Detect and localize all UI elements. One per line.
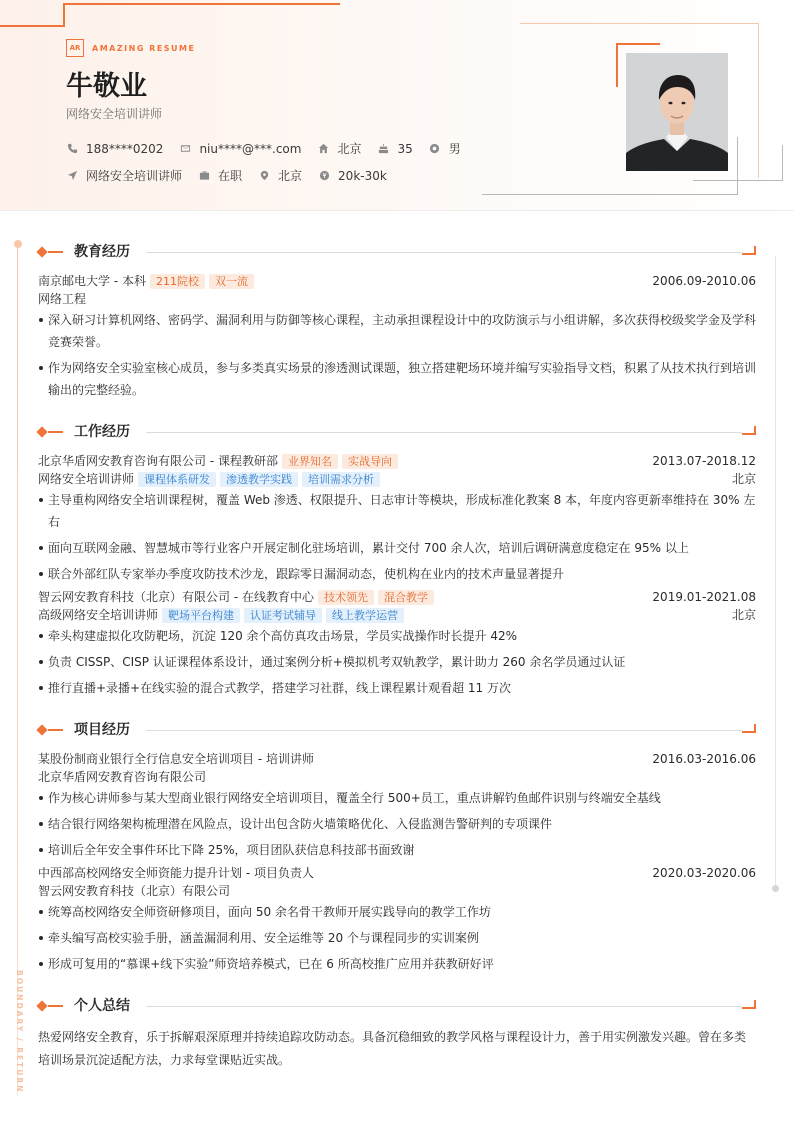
timeline-dot [14,240,22,248]
section-title: 项目经历 [74,722,130,738]
section-divider [146,432,742,433]
summary-text: 热爱网络安全教育，乐于拆解艰深原理并持续追踪攻防动态。具备沉稳细致的教学风格与课程设计力，善于用实例激发兴趣。曾在多类培训场景沉淀适配方法，力求每堂课贴近实战。 [38,1030,747,1067]
timeline-line [17,248,18,1096]
email-info: niu****@***.com [179,142,301,156]
header-accent-line [63,3,340,5]
list-item: 培训后全年安全事件环比下降 25%，项目团队获信息科技部书面致谢 [38,839,756,861]
project-name: 某股份制商业银行全行信息安全培训项目 - 培训讲师 [38,752,314,766]
briefcase-icon [198,170,210,182]
send-icon [66,170,78,182]
location-pin-icon [258,170,270,182]
school-name: 南京邮电大学 - 本科 [38,274,146,288]
skill-tag: 培训需求分析 [302,472,380,487]
section-heading-summary [36,996,756,1016]
list-item: 面向互联网金融、智慧城市等行业客户开展定制化驻场培训，累计交付 700 余人次，培训后调研满意度稳定在 95% 以上 [38,537,756,559]
list-item: 推行直播+录播+在线实验的混合式教学，搭建学习社群，线上课程累计观看超 11 万次 [38,677,756,699]
profile-photo [626,53,728,171]
mail-icon [179,143,191,155]
list-item: 负责 CISSP、CISP 认证课程体系设计，通过案例分析+模拟机考双轨教学，累计助力 260 余名学员通过认证 [38,651,756,673]
diamond-icon [36,426,47,437]
major-name: 网络工程 [38,292,87,306]
school-tag: 211院校 [150,274,205,289]
salary-info: 20k-30k [318,169,387,183]
job-position-row [38,607,756,624]
heading-dash [48,251,63,253]
skill-tag: 线上教学运营 [326,608,404,623]
company-name: 北京华盾网安教育咨询有限公司 - 课程教研部 [38,454,278,468]
corner-bracket-icon [742,724,756,733]
company-name: 智云网安教育科技（北京）有限公司 - 在线教育中心 [38,590,314,604]
skill-tag: 课程体系研发 [138,472,216,487]
decorative-side-line [775,256,776,888]
education-period: 2006.09-2010.06 [652,274,756,288]
list-item: 深入研习计算机网络、密码学、漏洞利用与防御等核心课程，主动承担课程设计中的攻防演示与小组讲解，多次获得校级奖学金及学科竞赛荣誉。 [38,309,756,353]
project-period: 2016.03-2016.06 [652,752,756,766]
brand [66,39,195,57]
contact-info-row [66,140,477,157]
skill-tag: 认证考试辅导 [244,608,322,623]
project-org: 智云网安教育科技（北京）有限公司 [38,884,231,898]
list-item: 主导重构网络安全培训课程树，覆盖 Web 渗透、权限提升、日志审计等模块，形成标准化教案 8 本，年度内容更新率维持在 30% 左右 [38,489,756,533]
company-tag: 实战导向 [342,454,398,469]
header-accent-line [0,25,64,27]
job-city: 北京 [731,472,756,486]
project-org-row [38,769,756,786]
diamond-icon [36,1000,47,1011]
brand-logo-icon: AR [66,39,84,57]
home-city-info: 北京 [317,140,361,157]
home-icon [317,143,329,155]
target-position-info: 网络安全培训讲师 [66,167,182,184]
cake-icon [377,143,389,155]
list-item: 统筹高校网络安全师资研修项目，面向 50 余名骨干教师开展实践导向的教学工作坊 [38,901,756,923]
header-accent-line [63,3,65,27]
vertical-watermark-text: BOUNDARY / RETURN [15,970,24,1094]
section-title: 教育经历 [74,244,130,260]
heading-dash [48,1005,63,1007]
job-header-row [38,453,756,470]
target-city-info: 北京 [258,167,302,184]
list-item: 形成可复用的“慕课+线下实验”师资培养模式，已在 6 所高校推广应用并获教研好评 [38,953,756,975]
job-intent-row [66,167,403,184]
company-tag: 技术领先 [318,590,374,605]
project-header-row [38,865,756,882]
coin-icon [318,170,330,182]
project-period: 2020.03-2020.06 [652,866,756,880]
diamond-icon [36,246,47,257]
job-position: 高级网络安全培训讲师 [38,608,159,622]
job-city: 北京 [731,608,756,622]
heading-dash [48,729,63,731]
job-position: 网络安全培训讲师 [38,472,135,486]
section-heading-education [36,242,756,262]
skill-tag: 靶场平台构建 [162,608,240,623]
project-name: 中西部高校网络安全师资能力提升计划 - 项目负责人 [38,866,314,880]
section-divider [146,1006,742,1007]
project-header-row [38,751,756,768]
job-header-row [38,589,756,606]
section-title: 个人总结 [74,998,130,1014]
corner-bracket-icon [742,1000,756,1009]
list-item: 联合外部红队专家举办季度攻防技术沙龙，跟踪零日漏洞动态，使机构在业内的技术声量显著提升 [38,563,756,585]
section-title: 工作经历 [74,424,130,440]
candidate-title: 网络安全培训讲师 [66,107,163,121]
section-heading-projects [36,720,756,740]
gender-info: 男 [429,140,461,157]
job-position-row [38,471,756,488]
list-item: 作为网络安全实验室核心成员，参与多类真实场景的渗透测试课题，独立搭建靶场环境并编写实验指导文档，积累了从技术执行到培训输出的完整经验。 [38,357,756,401]
company-tag: 业界知名 [282,454,338,469]
candidate-name: 牛敬业 [66,71,147,102]
brand-text: AMAZING RESUME [92,43,196,53]
section-heading-work [36,422,756,442]
resume-header [0,0,794,211]
major-row [38,291,756,308]
phone-info: 188****0202 [66,142,163,156]
corner-bracket-icon [742,246,756,255]
project-org: 北京华盾网安教育咨询有限公司 [38,770,207,784]
job-period: 2013.07-2018.12 [652,454,756,468]
decorative-side-dot [772,885,779,892]
job-status-info: 在职 [198,167,242,184]
education-header-row [38,273,756,290]
section-divider [146,252,742,253]
skill-tag: 渗透教学实践 [220,472,298,487]
section-divider [146,730,742,731]
list-item: 作为核心讲师参与某大型商业银行网络安全培训项目，覆盖全行 500+员工，重点讲解钓鱼邮件识别与终端安全基线 [38,787,756,809]
list-item: 牵头编写高校实验手册，涵盖漏洞利用、安全运维等 20 个与课程同步的实训案例 [38,927,756,949]
company-tag: 混合教学 [378,590,434,605]
diamond-icon [36,724,47,735]
heading-dash [48,431,63,433]
corner-bracket-icon [742,426,756,435]
gender-icon [429,143,441,155]
school-tag: 双一流 [209,274,254,289]
phone-icon [66,143,78,155]
list-item: 牵头构建虚拟化攻防靶场，沉淀 120 余个高仿真攻击场景，学员实战操作时长提升 42% [38,625,756,647]
project-org-row [38,883,756,900]
job-period: 2019.01-2021.08 [652,590,756,604]
list-item: 结合银行网络架构梳理潜在风险点，设计出包含防火墙策略优化、入侵监测告警研判的专项课件 [38,813,756,835]
age-info: 35 [377,142,412,156]
